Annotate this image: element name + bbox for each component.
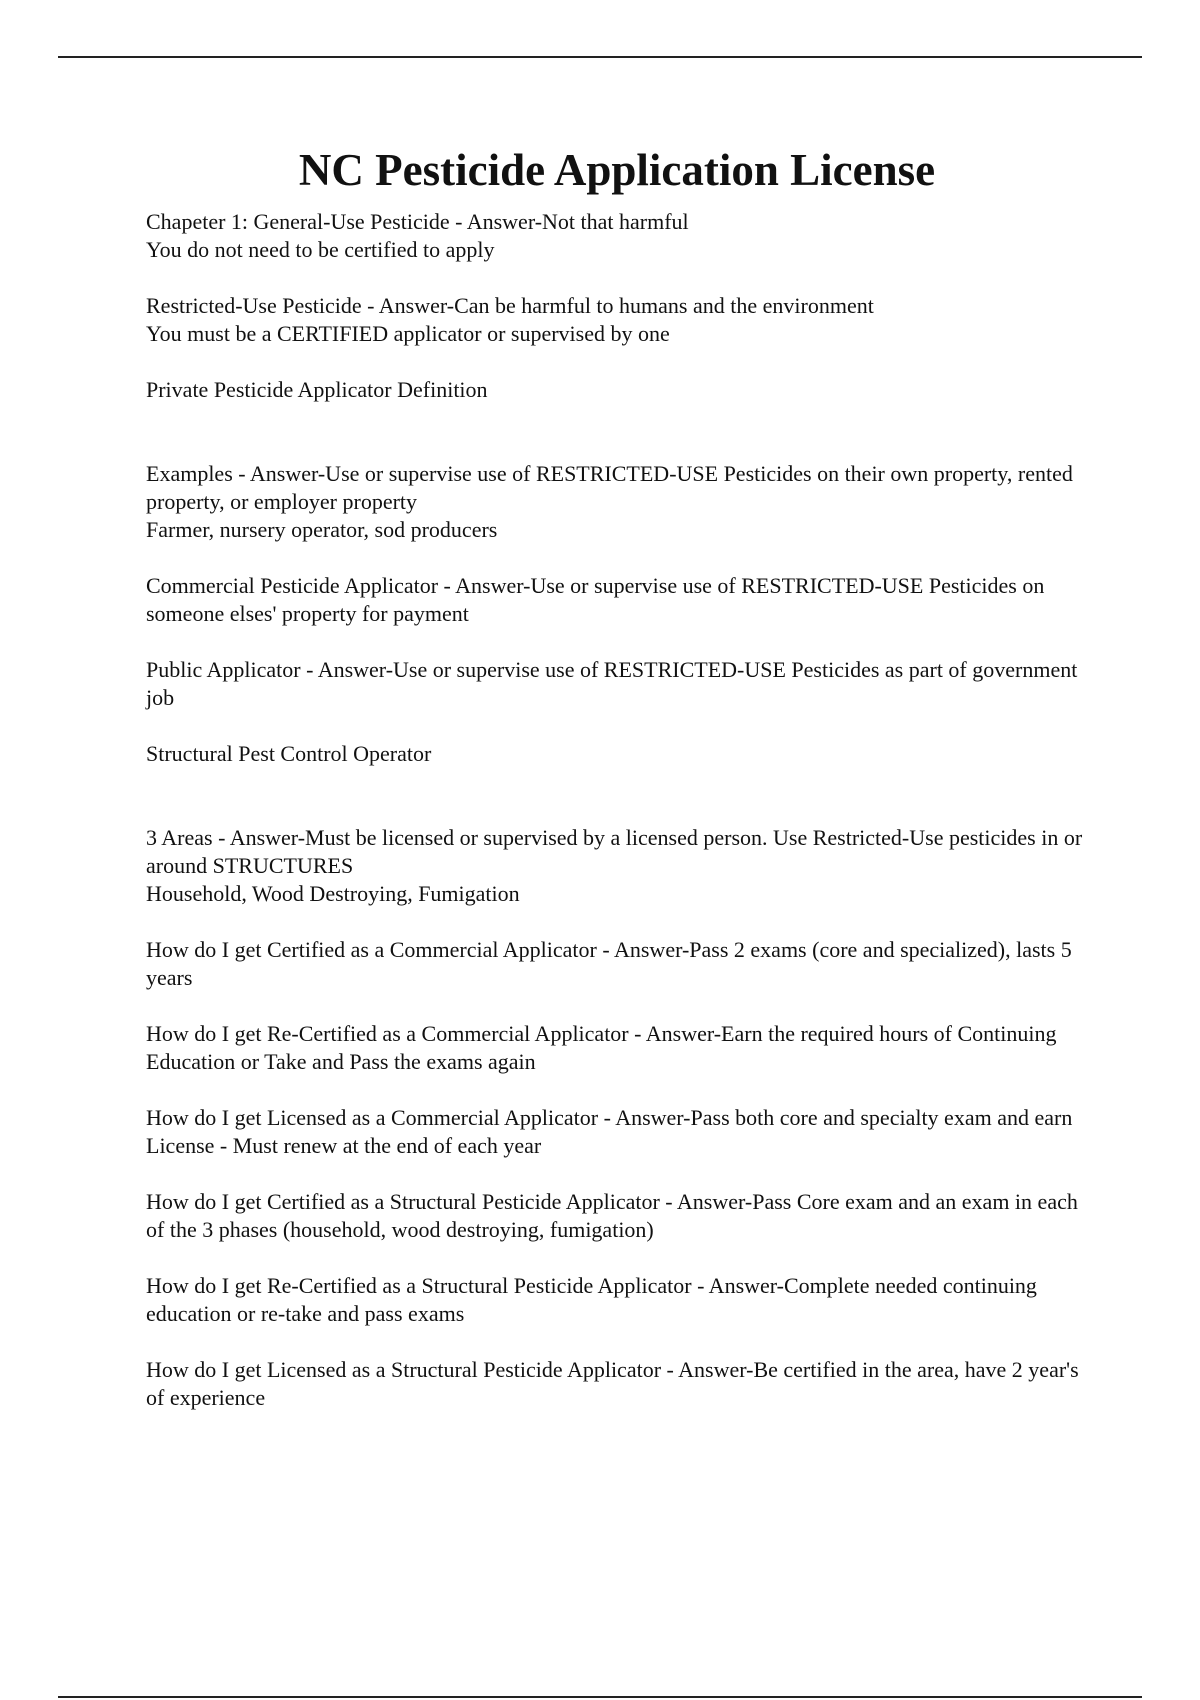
entry-text: Structural Pest Control Operator <box>146 741 432 766</box>
list-item <box>146 1188 1096 1244</box>
entry-text: Commercial Pesticide Applicator - Answer-Use or supervise use of RESTRICTED-USE Pesticides on someone elses' property for payment <box>146 573 1045 626</box>
list-item <box>146 460 1096 544</box>
entry-text: How do I get Licensed as a Structural Pesticide Applicator - Answer-Be certified in the area, have 2 year's of experience <box>146 1357 1079 1410</box>
list-item <box>146 740 1096 768</box>
entry-text: Farmer, nursery operator, sod producers <box>146 517 498 542</box>
list-item <box>146 292 1096 348</box>
entry-text: 3 Areas - Answer-Must be licensed or supervised by a licensed person. Use Restricted-Use pesticides in or around STRUCTURES <box>146 825 1083 878</box>
list-item <box>146 824 1096 908</box>
list-item <box>146 376 1096 404</box>
list-item <box>146 1020 1096 1076</box>
list-item <box>146 208 1096 264</box>
entry-text: Chapeter 1: General-Use Pesticide - Answer-Not that harmful <box>146 209 689 234</box>
list-item <box>146 1104 1096 1160</box>
entry-text: How do I get Certified as a Structural Pesticide Applicator - Answer-Pass Core exam and an exam in each of the 3 phases (household, wood destroying, fumigation) <box>146 1189 1078 1242</box>
list-item <box>146 1272 1096 1328</box>
page-title: NC Pesticide Application License <box>298 145 936 195</box>
entry-text: Private Pesticide Applicator Definition <box>146 377 488 402</box>
list-item <box>146 1356 1096 1412</box>
list-item <box>146 936 1096 992</box>
bottom-rule <box>58 1696 1142 1698</box>
entry-text: You must be a CERTIFIED applicator or supervised by one <box>146 321 670 346</box>
entry-text: You do not need to be certified to apply <box>146 237 495 262</box>
list-item <box>146 656 1096 712</box>
entry-text: Public Applicator - Answer-Use or supervise use of RESTRICTED-USE Pesticides as part of government job <box>146 657 1078 710</box>
top-rule <box>58 56 1142 58</box>
entry-list <box>146 208 1096 1412</box>
document-body <box>146 140 1096 1440</box>
entry-text: Household, Wood Destroying, Fumigation <box>146 881 520 906</box>
entry-text: How do I get Licensed as a Commercial Applicator - Answer-Pass both core and specialty exam and earn License - Must renew at the end of each year <box>146 1105 1073 1158</box>
entry-text: How do I get Re-Certified as a Structural Pesticide Applicator - Answer-Complete needed continuing education or re-take and pass exams <box>146 1273 1037 1326</box>
entry-text: Restricted-Use Pesticide - Answer-Can be harmful to humans and the environment <box>146 293 874 318</box>
entry-text: How do I get Re-Certified as a Commercial Applicator - Answer-Earn the required hours of Continuing Education or Take and Pass the exams again <box>146 1021 1057 1074</box>
entry-text: How do I get Certified as a Commercial Applicator - Answer-Pass 2 exams (core and specialized), lasts 5 years <box>146 937 1072 990</box>
entry-text: Examples - Answer-Use or supervise use of RESTRICTED-USE Pesticides on their own property, rented property, or employer property <box>146 461 1073 514</box>
list-item <box>146 572 1096 628</box>
